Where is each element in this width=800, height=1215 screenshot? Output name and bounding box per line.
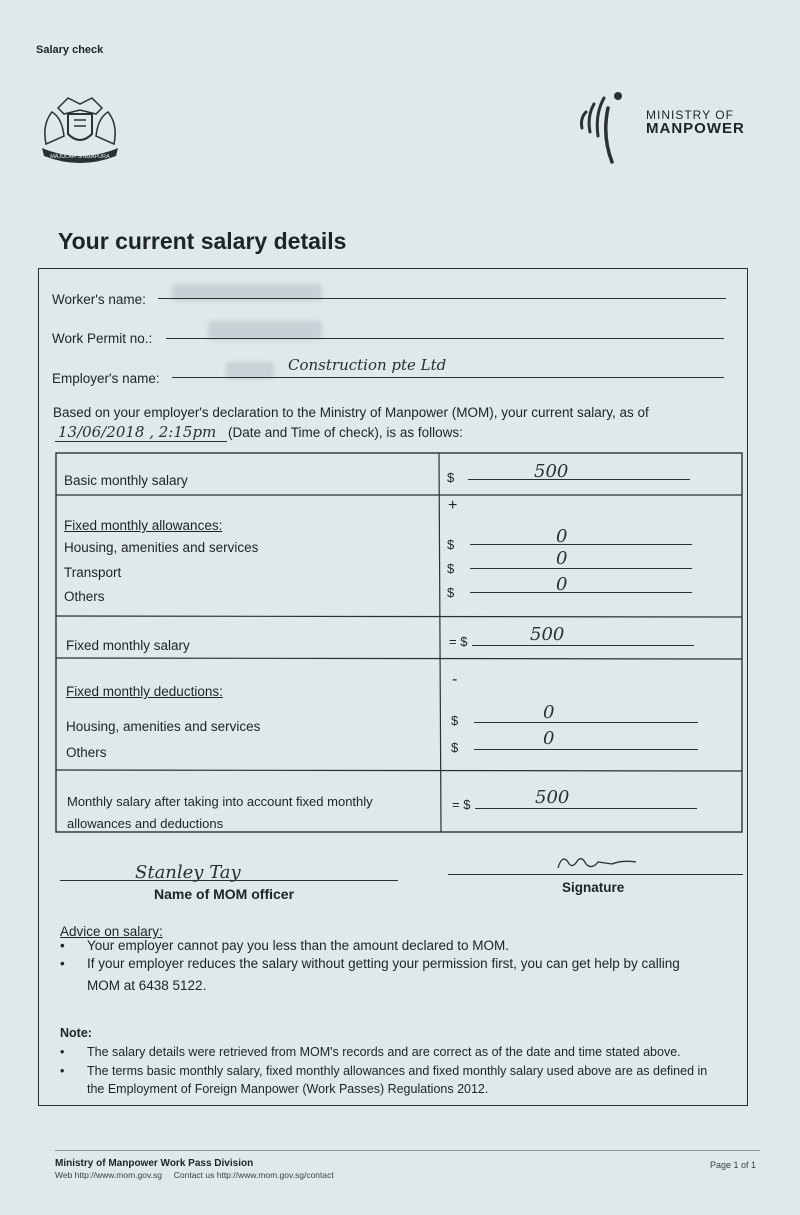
bullet-icon: •: [60, 1064, 65, 1078]
allowance-others-value: 0: [556, 574, 568, 595]
allowance-transport-label: Transport: [64, 565, 122, 580]
minus-sign: -: [452, 671, 458, 688]
document-title: Your current salary details: [58, 228, 347, 254]
note-item-2: [60, 1062, 750, 1102]
fixed-salary-eq-dollar: = $: [449, 634, 468, 649]
deduction-housing-dollar: $: [451, 713, 459, 728]
allowances-heading: Fixed monthly allowances:: [64, 518, 223, 533]
declaration-date-line: [55, 441, 227, 442]
allowance-housing-line: [470, 544, 692, 545]
crest-motto: MAJULAH SINGAPURA: [50, 154, 110, 160]
ministry-line1: MINISTRY OF: [646, 108, 734, 122]
advice-item-2: [60, 953, 750, 999]
allowance-housing-label: Housing, amenities and services: [64, 540, 259, 555]
signature-scribble: [552, 850, 642, 876]
declaration-suffix: (Date and Time of check), is as follows:: [228, 425, 463, 440]
allowance-transport-line: [470, 568, 692, 569]
basic-salary-label: Basic monthly salary: [64, 473, 188, 488]
officer-name-handwritten: Stanley Tay: [135, 862, 241, 883]
advice-item-2-line1: If your employer reduces the salary without getting your permission first, you can get help by calling: [87, 956, 680, 971]
advice-item-2-line2: MOM at 6438 5122.: [87, 978, 207, 993]
final-salary-eq-dollar: = $: [452, 797, 471, 812]
employer-name-line: [172, 377, 724, 378]
work-permit-label: Work Permit no.:: [52, 331, 153, 346]
footer-division: Ministry of Manpower Work Pass Division: [55, 1158, 254, 1169]
signature-line: [448, 874, 743, 875]
footer-web-links: [55, 1170, 334, 1180]
deduction-others-label: Others: [66, 745, 107, 760]
final-salary-line: [475, 808, 697, 809]
plus-sign: +: [448, 497, 458, 514]
footer-divider: [55, 1150, 760, 1151]
note-item-1-text: The salary details were retrieved from MOM's records and are correct as of the date and time stated above.: [87, 1045, 681, 1059]
allowance-transport-dollar: $: [447, 561, 455, 576]
deductions-heading: Fixed monthly deductions:: [66, 684, 223, 699]
final-salary-label-line1: Monthly salary after taking into account fixed monthly: [67, 794, 373, 809]
allowance-others-line: [470, 592, 692, 593]
allowance-others-label: Others: [64, 589, 105, 604]
fixed-salary-line: [472, 645, 694, 646]
final-salary-label: [67, 791, 373, 835]
deduction-others-line: [474, 749, 698, 750]
note-item-2-line1: The terms basic monthly salary, fixed monthly allowances and fixed monthly salary used above are as defined in: [87, 1064, 708, 1078]
fixed-salary-label: Fixed monthly salary: [66, 638, 190, 653]
deduction-others-dollar: $: [451, 740, 459, 755]
footer-web-link[interactable]: Web http://www.mom.gov.sg: [55, 1170, 162, 1180]
ministry-name: [646, 108, 745, 136]
worker-name-line: [158, 298, 726, 299]
footer-contact-link[interactable]: Contact us http://www.mom.gov.sg/contact: [173, 1170, 334, 1180]
deduction-housing-label: Housing, amenities and services: [66, 719, 261, 734]
declaration-date: 13/06/2018 , 2:15pm: [58, 423, 217, 441]
worker-name-label: Worker's name:: [52, 292, 146, 307]
signature-label: Signature: [562, 880, 625, 895]
bullet-icon: •: [60, 956, 65, 971]
page-header-label: Salary check: [36, 44, 104, 56]
advice-heading: Advice on salary:: [60, 924, 163, 939]
deduction-housing-value: 0: [543, 702, 555, 723]
allowance-housing-value: 0: [556, 526, 568, 547]
declaration-text: Based on your employer's declaration to the Ministry of Manpower (MOM), your current salary, as of: [53, 405, 649, 420]
final-salary-value: 500: [535, 787, 570, 808]
officer-name-label: Name of MOM officer: [154, 886, 295, 902]
ministry-line2: MANPOWER: [646, 120, 745, 137]
advice-item-1-text: Your employer cannot pay you less than the amount declared to MOM.: [87, 938, 509, 953]
deduction-others-value: 0: [543, 728, 555, 749]
mom-logo-icon: [578, 88, 626, 168]
bullet-icon: •: [60, 1045, 65, 1059]
basic-salary-line: [468, 479, 690, 480]
note-item-2-line2: the Employment of Foreign Manpower (Work Passes) Regulations 2012.: [87, 1082, 489, 1096]
basic-salary-value: 500: [534, 461, 569, 482]
employer-name-value: Construction pte Ltd: [288, 356, 447, 374]
allowance-housing-dollar: $: [447, 537, 455, 552]
employer-name-label: Employer's name:: [52, 371, 160, 386]
basic-salary-dollar: $: [447, 470, 455, 485]
final-salary-label-line2: allowances and deductions: [67, 816, 224, 831]
allowance-transport-value: 0: [556, 548, 568, 569]
singapore-crest-icon: [38, 94, 122, 164]
fixed-salary-value: 500: [530, 624, 565, 645]
work-permit-line: [166, 338, 724, 339]
bullet-icon: •: [60, 938, 65, 953]
footer-page-number: Page 1 of 1: [710, 1160, 757, 1170]
allowance-others-dollar: $: [447, 585, 455, 600]
note-heading: Note:: [60, 1026, 92, 1040]
deduction-housing-line: [474, 722, 698, 723]
officer-name-line: [60, 880, 398, 881]
